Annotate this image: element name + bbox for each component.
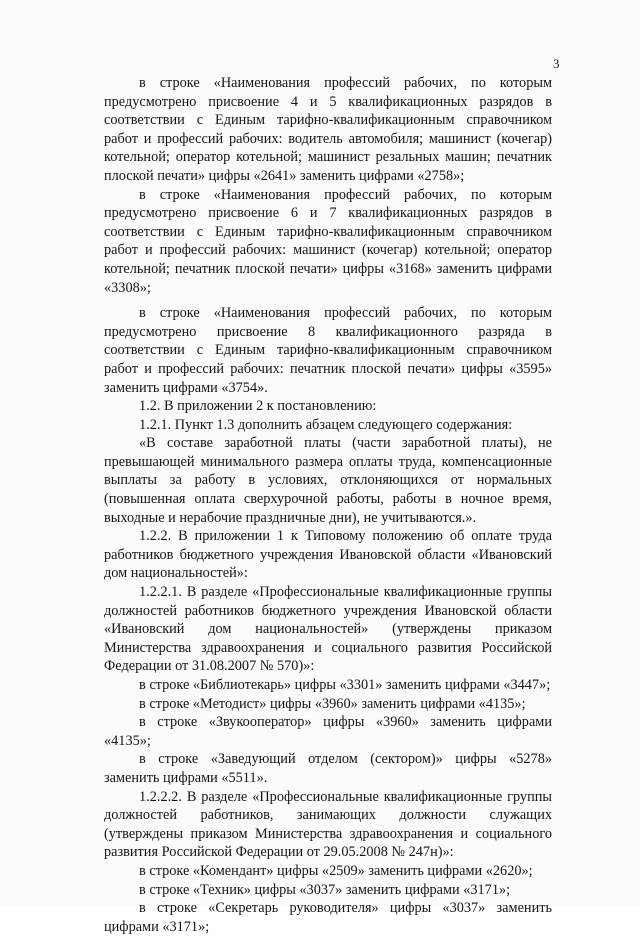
paragraph: 1.2.2. В приложении 1 к Типовому положению об оплате труда работников бюджетного учреждения Ивановской области «Ивановский дом национальностей»: [104,528,552,582]
document-body [104,74,552,936]
paragraph: в строке «Секретарь руководителя» цифры «3037» заменить цифрами «3171»; [104,900,552,935]
paragraph: 1.2.2.2. В разделе «Профессиональные квалификационные группы должностей работников, занимающих должности служащих (утверждены приказом Министерства здравоохранения и социального развития Российской Федерации от 29.05.2008 № 247н)»: [104,788,552,861]
paragraph: 1.2.1. Пункт 1.3 дополнить абзацем следующего содержания: [139,416,513,433]
paragraph: «В составе заработной платы (части заработной платы), не превышающей минимального размера оплаты труда, компенсационные выплаты за работу в условиях, отклоняющихся от нормальных (повышенная оплата сверхурочной работы, работы в ночное время, выходные и нерабочие праздничные дни), не учитываются.». [104,435,552,526]
paragraph: в строке «Наименования профессий рабочих, по которым предусмотрено присвоение 4 и 5 квалификационных разрядов в соответствии с Единым тарифно-квалификационным справочником работ и профессий рабочих: водитель автомобиля; машинист (кочегар) котельной; оператор котельной; машинист резальных машин; печатник плоской печати» цифры «2641» заменить цифрами «2758»; [104,75,552,184]
paragraph: в строке «Библиотекарь» цифры «3301» заменить цифрами «3447»; [139,677,551,693]
paragraph: в строке «Комендант» цифры «2509» заменить цифрами «2620»; [139,862,533,879]
paragraph: 1.2.2.1. В разделе «Профессиональные квалификационные группы должностей работников бюджетного учреждения Ивановской области «Ивановский дом национальностей» (утверждены приказом Министерства здравоохранения и социального развития Российской Федерации от 31.08.2007 № 570)»: [104,584,552,675]
paragraph: 1.2. В приложении 2 к постановлению: [139,398,377,415]
paragraph: в строке «Заведующий отделом (сектором)» цифры «5278» заменить цифрами «5511». [104,751,552,786]
page-number: 3 [553,56,560,71]
paragraph: в строке «Техник» цифры «3037» заменить цифрами «3171»; [139,881,511,898]
paragraph: в строке «Методист» цифры «3960» заменить цифрами «4135»; [139,695,526,712]
paragraph: в строке «Наименования профессий рабочих, по которым предусмотрено присвоение 6 и 7 квалификационных разрядов в соответствии с Единым тарифно-квалификационным справочником работ и профессий рабочих: машинист (кочегар) котельной; оператор котельной; печатник плоской печати» цифры «3168» заменить цифрами «3308»; [104,186,552,296]
paragraph: в строке «Звукооператор» цифры «3960» заменить цифрами «4135»; [104,714,552,749]
paragraph: в строке «Наименования профессий рабочих, по которым предусмотрено присвоение 8 квалификационного разряда в соответствии с Единым тарифно-квалификационным справочником работ и профессий рабочих: печатник плоской печати» цифры «3595» заменить цифрами «3754». [104,305,552,396]
